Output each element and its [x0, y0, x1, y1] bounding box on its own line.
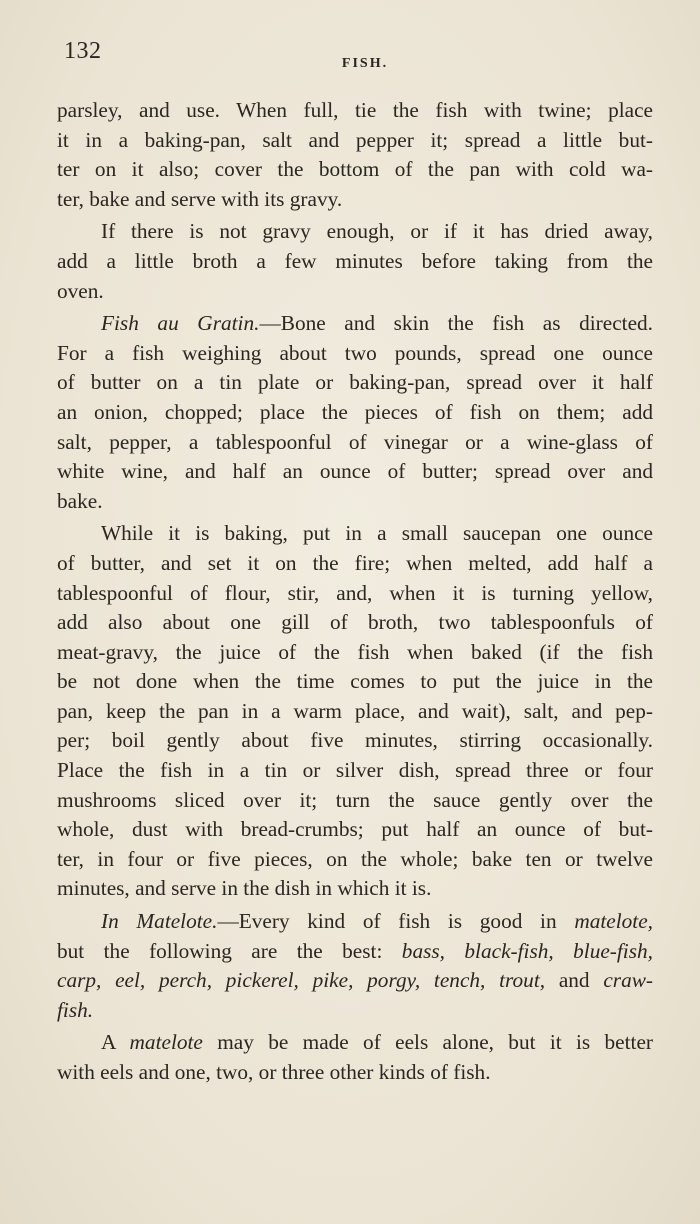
- text-line: While it is baking, put in a small saucepan one ounce: [101, 521, 653, 546]
- text-line: [57, 907, 653, 937]
- text-fragment: may be made of eels alone, but it is better: [217, 1030, 653, 1055]
- paragraph-final: [57, 1028, 653, 1087]
- text-line: it in a baking-pan, salt and pepper it; spread a little but-: [57, 127, 653, 152]
- text-line: pan, keep the pan in a warm place, and wait), salt, and pep-: [57, 698, 653, 723]
- paragraph-1: [57, 96, 653, 214]
- text-line: with eels and one, two, or three other kinds of fish.: [57, 1060, 491, 1084]
- text-line: meat-gravy, the juice of the fish when baked (if the fish: [57, 639, 653, 664]
- text-fragment: and: [558, 968, 590, 993]
- italic-term: fish.: [57, 997, 94, 1022]
- paragraph-matelote: [57, 907, 653, 1025]
- text-line: [57, 1028, 653, 1058]
- recipe-title: In Matelote.: [101, 909, 218, 934]
- paragraph-2: [57, 217, 653, 306]
- text-line: mushrooms sliced over it; turn the sauce gently over the: [57, 787, 653, 812]
- text-fragment: —Every kind of fish is good in: [217, 909, 557, 934]
- text-line: of butter on a tin plate or baking-pan, spread over it half: [57, 370, 653, 395]
- running-head: FISH.: [341, 56, 389, 71]
- paragraph-sauce: [57, 519, 653, 904]
- recipe-title: Fish au Gratin.: [101, 311, 260, 336]
- text-line: add also about one gill of broth, two tablespoonfuls of: [57, 610, 653, 635]
- italic-term: bass, black-fish, blue-fish,: [401, 938, 653, 963]
- italic-term: matelote,: [574, 909, 653, 934]
- text-line: of butter, and set it on the fire; when melted, add half a: [57, 550, 653, 575]
- paragraph-fish-au-gratin: [57, 309, 653, 516]
- page-number: 132: [64, 38, 102, 64]
- text-line: per; boil gently about five minutes, stirring occasionally.: [57, 728, 653, 753]
- text-line: ter, in four or five pieces, on the whole; bake ten or twelve: [57, 846, 653, 871]
- text-line: [57, 996, 653, 1026]
- text-line: parsley, and use. When full, tie the fish with twine; place: [57, 98, 653, 122]
- text-line: If there is not gravy enough, or if it has dried away,: [101, 219, 653, 244]
- text-line: white wine, and half an ounce of butter; spread over and: [57, 459, 653, 484]
- text-fragment: —Bone and skin the fish as directed.: [259, 311, 653, 336]
- text-line: tablespoonful of flour, stir, and, when it is turning yellow,: [57, 580, 653, 605]
- text-line: minutes, and serve in the dish in which it is.: [57, 876, 432, 901]
- text-line: For a fish weighing about two pounds, spread one ounce: [57, 340, 653, 365]
- text-line: [57, 966, 653, 996]
- text-line: add a little broth a few minutes before taking from the: [57, 248, 653, 273]
- text-line: salt, pepper, a tablespoonful of vinegar or a wine-glass of: [57, 429, 653, 454]
- text-line: Place the fish in a tin or silver dish, spread three or four: [57, 758, 653, 783]
- italic-term: craw-: [603, 968, 654, 993]
- text-line: ter on it also; cover the bottom of the pan with cold wa-: [57, 157, 653, 182]
- body-text: [57, 96, 653, 1088]
- text-line: ter, bake and serve with its gravy.: [57, 186, 343, 211]
- text-line: whole, dust with bread-crumbs; put half an ounce of but-: [57, 817, 653, 842]
- text-fragment: but the following are the best:: [57, 938, 383, 963]
- italic-term: carp, eel, perch, pickerel, pike, porgy, tench, trout,: [57, 968, 546, 993]
- text-line: [57, 309, 653, 339]
- italic-term: matelote: [129, 1030, 203, 1055]
- text-line: an onion, chopped; place the pieces of fish on them; add: [57, 399, 653, 424]
- text-line: bake.: [57, 488, 103, 513]
- text-line: oven.: [57, 278, 104, 303]
- text-fragment: A: [101, 1030, 116, 1055]
- text-line: [57, 937, 653, 967]
- text-line: be not done when the time comes to put the juice in the: [57, 669, 653, 694]
